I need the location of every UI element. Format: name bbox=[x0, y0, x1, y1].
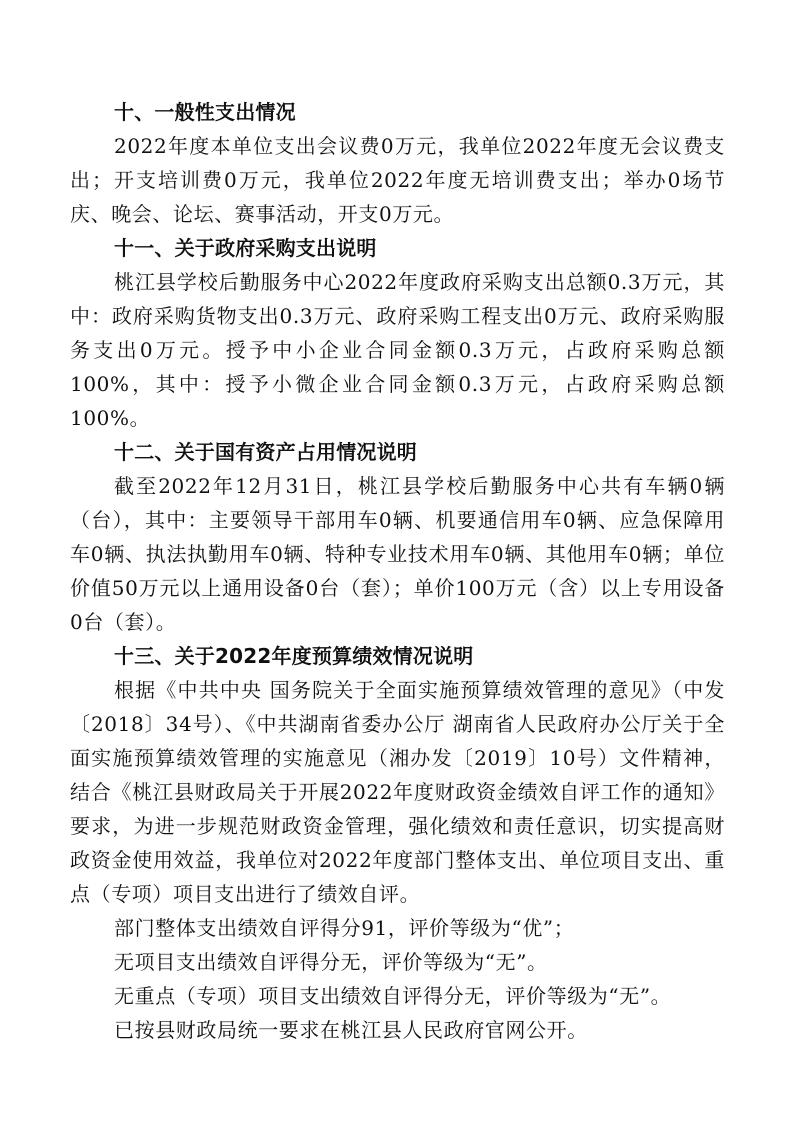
paragraph-general-expenditure: 2022年度本单位支出会议费0万元，我单位2022年度无会议费支出；开支培训费0万元，我单位2022年度无培训费支出；举办0场节庆、晚会、论坛、赛事活动，开支0万元。 bbox=[70, 134, 725, 226]
section-heading-government-procurement: 十一、关于政府采购支出说明 bbox=[114, 236, 377, 260]
document-body bbox=[70, 95, 725, 1047]
paragraph-government-procurement: 桃江县学校后勤服务中心2022年度政府采购支出总额0.3万元，其中：政府采购货物支出0.3万元、政府采购工程支出0万元、政府采购服务支出0万元。授予中小企业合同金额0.3万元，占政府采购总额100%，其中：授予小微企业合同金额0.3万元，占政府采购总额100%。 bbox=[70, 270, 725, 430]
line-key-project-score: 无重点（专项）项目支出绩效自评得分无，评价等级为“无”。 bbox=[114, 984, 672, 1008]
paragraph-state-assets: 截至2022年12月31日，桃江县学校后勤服务中心共有车辆0辆（台），其中：主要领导干部用车0辆、机要通信用车0辆、应急保障用车0辆、执法执勤用车0辆、特种专业技术用车0辆、其他用车0辆；单位价值50万元以上通用设备0台（套）；单价100万元（含）以上专用设备0台（套）。 bbox=[70, 474, 725, 634]
section-heading-state-assets: 十二、关于国有资产占用情况说明 bbox=[114, 440, 417, 464]
section-heading-budget-performance: 十三、关于2022年度预算绩效情况说明 bbox=[114, 644, 474, 668]
line-department-score: 部门整体支出绩效自评得分91，评价等级为“优”； bbox=[114, 916, 575, 940]
line-project-score: 无项目支出绩效自评得分无，评价等级为“无”。 bbox=[114, 950, 548, 974]
line-publication-note: 已按县财政局统一要求在桃江县人民政府官网公开。 bbox=[114, 1018, 588, 1042]
paragraph-budget-performance: 根据《中共中央 国务院关于全面实施预算绩效管理的意见》（中发〔2018〕34号）、《中共湖南省委办公厅 湖南省人民政府办公厅关于全面实施预算绩效管理的实施意见（湘办发〔2019〕10号）文件精神，结合《桃江县财政局关于开展2022年度财政资金绩效自评工作的通知》要求，为进一步规范财政资金管理，强化绩效和责任意识，切实提高财政资金使用效益，我单位对2022年度部门整体支出、单位项目支出、重点（专项）项目支出进行了绩效自评。 bbox=[70, 678, 725, 906]
section-heading-general-expenditure: 十、一般性支出情况 bbox=[114, 100, 296, 124]
